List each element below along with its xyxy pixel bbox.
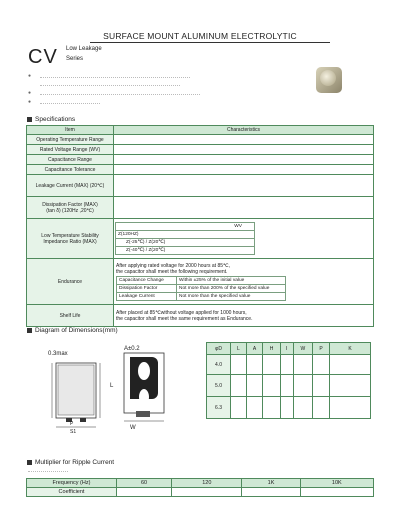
feature-bullet-icon: ● — [28, 99, 32, 105]
feature-bullet-icon: ● — [28, 73, 32, 79]
ratio-25-label: Z(-25℃) / Z(20℃) — [116, 239, 255, 247]
frequency-value: 10K — [300, 479, 373, 488]
frequency-value: 60 — [117, 479, 172, 488]
endurance-value: Within ±25% of the initial value — [177, 276, 286, 284]
row-label-cap-range: Capacitance Range — [27, 155, 114, 165]
dim-header: H — [263, 343, 280, 355]
series-subtitle: Low Leakage — [66, 46, 102, 52]
value-cell — [114, 145, 374, 155]
endurance-cell — [114, 259, 374, 305]
row-label-op-temp: Operating Temperature Range — [27, 135, 114, 145]
endurance-text-1: After applying rated voltage for 2000 hours at 85℃, — [116, 262, 231, 269]
feature-line — [40, 85, 180, 86]
coefficient-value — [242, 488, 300, 497]
dim-header: P — [313, 343, 330, 355]
dim-header: φD — [207, 343, 231, 355]
ripple-heading: Multiplier for Ripple Current — [27, 459, 114, 466]
endurance-key: Leakage Current — [117, 292, 177, 300]
diagram-heading: Diagram of Dimensions(mm) — [27, 327, 118, 334]
shelf-text-1: After placed at 85℃without voltage applied for 1000 hours, — [116, 309, 247, 316]
dim-row-label: 5.0 — [207, 375, 231, 397]
column-header-characteristics: Characteristics — [114, 126, 374, 135]
row-label-endurance: Endurance — [27, 259, 114, 305]
frequency-label: Frequency (Hz) — [27, 479, 117, 488]
coefficient-value — [117, 488, 172, 497]
frequency-value: 1K — [242, 479, 300, 488]
square-bullet-icon — [27, 328, 32, 333]
dimension-table — [206, 342, 371, 419]
dimension-drawing — [26, 343, 196, 433]
feature-bullet-icon: ● — [28, 90, 32, 96]
coefficient-label: Coefficient — [27, 488, 117, 497]
endurance-key: Capacitance Change — [117, 276, 177, 284]
label-length: L — [110, 383, 114, 389]
row-label-cap-tolerance: Capacitance Tolerance — [27, 165, 114, 175]
label-pitch: P — [70, 421, 74, 427]
row-label-shelf-life: Shelf Life — [27, 305, 114, 327]
square-bullet-icon — [27, 117, 32, 122]
square-bullet-icon — [27, 460, 32, 465]
ratio-40-label: Z(-40℃) / Z(20℃) — [116, 247, 255, 255]
row-label-leakage: Leakage Current (MAX) (20℃) — [27, 175, 114, 197]
low-temp-cell — [114, 219, 374, 259]
specifications-table — [26, 125, 374, 327]
wv-label: WV — [116, 223, 255, 231]
ripple-note-line — [28, 471, 68, 472]
capacitor-photo — [316, 67, 342, 93]
z120-label: Z(120HZ) — [116, 231, 255, 239]
dim-header: K — [330, 343, 371, 355]
coefficient-value — [300, 488, 373, 497]
label-a-dimension: A±0.2 — [124, 346, 140, 352]
ripple-table — [26, 478, 374, 497]
document-title: SURFACE MOUNT ALUMINUM ELECTROLYTIC — [103, 31, 297, 41]
endurance-text-2: the capacitor shall meet the following requirement. — [116, 268, 228, 275]
label-s1: S1 — [70, 429, 77, 433]
value-cell — [114, 165, 374, 175]
dim-header: A — [246, 343, 263, 355]
dim-row-label: 4.0 — [207, 355, 231, 375]
specifications-heading: Specifications — [27, 116, 75, 123]
endurance-value: Not more than the specified value — [177, 292, 286, 300]
row-label-low-temp: Low Temperature Stability Impedance Ratio (MAX) — [27, 219, 114, 259]
label-max-clearance: 0.3max — [48, 351, 68, 357]
label-width: W — [130, 425, 136, 431]
row-label-rated-voltage: Rated Voltage Range (WV) — [27, 145, 114, 155]
endurance-table — [116, 276, 286, 301]
feature-line — [40, 94, 200, 95]
row-label-dissipation: Dissipation Factor (MAX) (tan δ) (120Hz ,20℃) — [27, 197, 114, 219]
shelf-life-cell — [114, 305, 374, 327]
value-cell — [114, 175, 374, 197]
low-temp-table — [115, 222, 255, 255]
feature-line — [40, 103, 100, 104]
series-label: Series — [66, 56, 84, 62]
coefficient-value — [172, 488, 242, 497]
value-cell — [114, 197, 374, 219]
dim-row-label: 6.3 — [207, 397, 231, 419]
feature-line — [40, 77, 190, 78]
series-code: CV — [28, 46, 58, 68]
dim-header: L — [231, 343, 247, 355]
value-cell — [114, 155, 374, 165]
column-header-item: Item — [27, 126, 114, 135]
dim-header: I — [280, 343, 293, 355]
title-underline — [90, 42, 330, 43]
dim-header: W — [293, 343, 313, 355]
frequency-value: 120 — [172, 479, 242, 488]
endurance-value: Not more than 200% of the specified value — [177, 284, 286, 292]
shelf-text-2: the capacitor shall meet the same requirement as Endurance. — [116, 315, 253, 322]
endurance-key: Dissipation Factor — [117, 284, 177, 292]
value-cell — [114, 135, 374, 145]
